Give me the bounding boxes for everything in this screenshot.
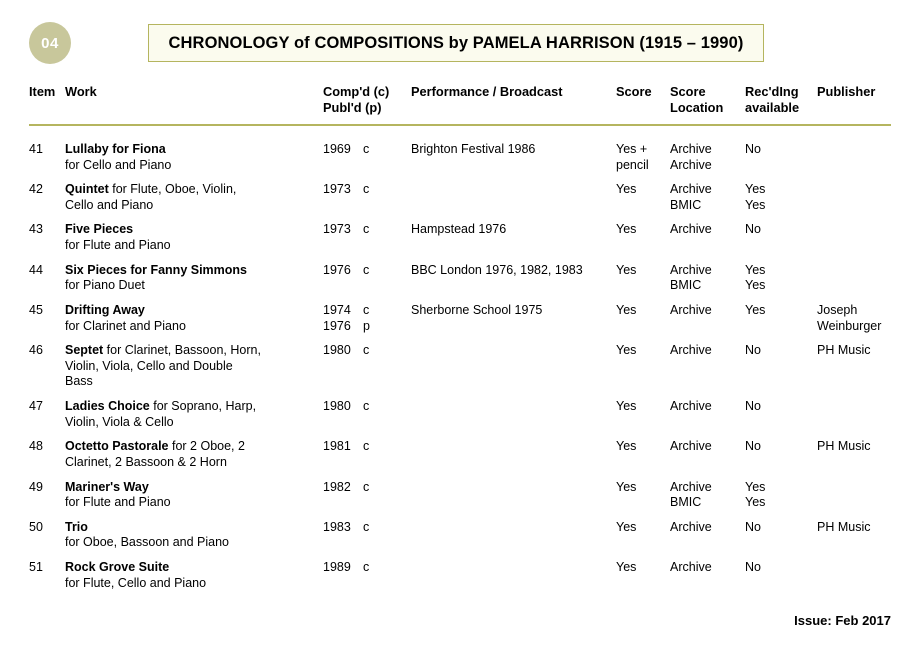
work-subtitle: for Flute, Cello and Piano [65, 575, 207, 590]
composed-flag: c [363, 343, 370, 358]
cell-work [65, 430, 323, 470]
publisher-line: Joseph [817, 302, 858, 317]
document-title-box [148, 24, 764, 62]
cell-publisher [817, 390, 891, 430]
cell-score [616, 334, 670, 390]
cell-work [65, 471, 323, 511]
score-line: Yes [616, 343, 637, 358]
column-header-recording [745, 84, 817, 125]
page-title: CHRONOLOGY of COMPOSITIONS by PAMELA HARRISON (1915 – 1990) [168, 33, 744, 52]
cell-performance [411, 334, 616, 390]
score-line: pencil [616, 157, 649, 172]
work-subtitle: for Flute and Piano [65, 238, 171, 253]
cell-publisher [817, 471, 891, 511]
score-location-line: BMIC [670, 495, 702, 510]
cell-score [616, 430, 670, 470]
composed-flag: c [363, 519, 370, 534]
score-location-line: Archive [670, 222, 712, 237]
column-header-recording-line2: available [745, 99, 800, 115]
cell-item: 42 [29, 182, 43, 197]
cell-performance [411, 430, 616, 470]
work-subtitle: Violin, Viola, Cello and Double [65, 358, 233, 373]
cell-composed [323, 471, 411, 511]
cell-composed [323, 390, 411, 430]
score-line: Yes [616, 439, 637, 454]
recording-line: Yes [745, 479, 766, 494]
work-title: Six Pieces for Fanny Simmons [65, 262, 248, 277]
cell-item: 45 [29, 302, 43, 317]
composed-line [323, 182, 411, 198]
score-location-line: Archive [670, 399, 712, 414]
score-location-line: Archive [670, 302, 712, 317]
score-location-line: BMIC [670, 197, 702, 212]
work-title: Septet [65, 343, 104, 358]
cell-score [616, 173, 670, 213]
composed-line [323, 439, 411, 455]
work-title-line [65, 182, 323, 198]
work-title-rest: for 2 Oboe, 2 [168, 439, 245, 454]
cell-score-location [670, 471, 745, 511]
cell-recording [745, 334, 817, 390]
work-title-line [65, 439, 323, 455]
score-line: Yes + [616, 141, 648, 156]
score-location-line: Archive [670, 439, 712, 454]
cell-performance [411, 471, 616, 511]
work-title-rest: for Clarinet, Bassoon, Horn, [103, 343, 261, 358]
column-header-score-location [670, 84, 745, 125]
score-line: Yes [616, 399, 637, 414]
work-title-line [65, 142, 323, 158]
table-row [29, 511, 891, 551]
work-title: Lullaby for Fiona [65, 141, 166, 156]
cell-publisher [817, 430, 891, 470]
cell-work [65, 390, 323, 430]
cell-score-location [670, 213, 745, 253]
table-row [29, 294, 891, 334]
cell-score [616, 213, 670, 253]
cell-composed [323, 334, 411, 390]
composed-line [323, 263, 411, 279]
cell-score-location [670, 254, 745, 294]
score-location-line: Archive [670, 182, 712, 197]
work-subtitle: Violin, Viola & Cello [65, 414, 174, 429]
cell-work [65, 294, 323, 334]
cell-score [616, 511, 670, 551]
cell-score-location [670, 294, 745, 334]
cell-work [65, 213, 323, 253]
cell-work [65, 125, 323, 173]
cell-work [65, 254, 323, 294]
composed-line [323, 343, 411, 359]
cell-score [616, 390, 670, 430]
composed-flag: c [363, 399, 370, 414]
work-title-line [65, 520, 323, 536]
cell-recording [745, 551, 817, 591]
score-line: Yes [616, 560, 637, 575]
composed-year: 1980 [323, 399, 351, 414]
composed-year: 1981 [323, 439, 351, 454]
column-header-composed [323, 84, 411, 125]
score-location-line: Archive [670, 519, 712, 534]
cell-score-location [670, 511, 745, 551]
cell-recording [745, 430, 817, 470]
cell-recording [745, 390, 817, 430]
composed-flag: c [363, 560, 370, 575]
column-header-performance: Performance / Broadcast [411, 84, 616, 125]
cell-composed [323, 254, 411, 294]
cell-item: 47 [29, 399, 43, 414]
recording-line: No [745, 222, 761, 237]
composed-flag: p [363, 318, 370, 333]
recording-line: No [745, 439, 761, 454]
score-location-line: Archive [670, 141, 712, 156]
cell-score-location [670, 551, 745, 591]
cell-performance [411, 390, 616, 430]
cell-publisher [817, 213, 891, 253]
issue-date: Issue: Feb 2017 [794, 613, 891, 628]
cell-publisher [817, 173, 891, 213]
cell-composed [323, 430, 411, 470]
work-subtitle: for Piano Duet [65, 278, 145, 293]
composed-year: 1976 [323, 262, 351, 277]
recording-line: No [745, 519, 761, 534]
composed-line [323, 560, 411, 576]
work-subtitle: for Oboe, Bassoon and Piano [65, 535, 230, 550]
table-body [29, 125, 891, 591]
cell-publisher [817, 254, 891, 294]
work-title-line [65, 222, 323, 238]
cell-item: 43 [29, 222, 43, 237]
work-subtitle: for Cello and Piano [65, 157, 172, 172]
publisher-line: PH Music [817, 439, 871, 454]
score-line: Yes [616, 302, 637, 317]
page-number-badge: 04 [29, 22, 71, 64]
work-title: Trio [65, 519, 88, 534]
cell-work [65, 551, 323, 591]
cell-publisher [817, 294, 891, 334]
composed-year: 1973 [323, 222, 351, 237]
cell-publisher [817, 551, 891, 591]
cell-publisher [817, 511, 891, 551]
cell-score-location [670, 125, 745, 173]
cell-performance [411, 511, 616, 551]
table-row [29, 254, 891, 294]
score-line: Yes [616, 519, 637, 534]
work-title-rest: for Soprano, Harp, [149, 399, 257, 414]
work-title: Rock Grove Suite [65, 560, 170, 575]
table-row [29, 125, 891, 173]
cell-score [616, 294, 670, 334]
table-row [29, 334, 891, 390]
cell-composed [323, 294, 411, 334]
composed-line [323, 399, 411, 415]
composed-year: 1969 [323, 141, 351, 156]
composed-flag: c [363, 222, 370, 237]
work-title-line [65, 399, 323, 415]
cell-recording [745, 173, 817, 213]
cell-recording [745, 471, 817, 511]
publisher-line: PH Music [817, 343, 871, 358]
work-subtitle: Cello and Piano [65, 197, 154, 212]
cell-performance: Brighton Festival 1986 [411, 141, 536, 156]
cell-score-location [670, 390, 745, 430]
cell-score-location [670, 430, 745, 470]
table-row [29, 430, 891, 470]
work-title: Quintet [65, 182, 109, 197]
cell-performance: Hampstead 1976 [411, 222, 507, 237]
work-title: Five Pieces [65, 222, 134, 237]
recording-line: Yes [745, 197, 766, 212]
work-title-line [65, 303, 323, 319]
work-title-line [65, 560, 323, 576]
score-location-line: Archive [670, 479, 712, 494]
work-title-line [65, 263, 323, 279]
recording-line: Yes [745, 302, 766, 317]
composed-year: 1976 [323, 318, 351, 333]
table-row [29, 390, 891, 430]
composed-line [323, 222, 411, 238]
column-header-composed-line1: Comp'd (c) [323, 84, 390, 99]
cell-score-location [670, 334, 745, 390]
column-header-publisher: Publisher [817, 84, 891, 125]
score-location-line: Archive [670, 157, 712, 172]
composed-flag: c [363, 182, 370, 197]
cell-recording [745, 213, 817, 253]
cell-item: 51 [29, 560, 43, 575]
cell-work [65, 173, 323, 213]
work-subtitle: Clarinet, 2 Bassoon & 2 Horn [65, 454, 227, 469]
table-row [29, 471, 891, 511]
composed-flag: c [363, 141, 370, 156]
column-header-item: Item [29, 84, 65, 125]
score-location-line: Archive [670, 343, 712, 358]
work-title: Drifting Away [65, 302, 145, 317]
composed-line [323, 142, 411, 158]
table-header [29, 84, 891, 125]
cell-publisher [817, 125, 891, 173]
cell-work [65, 511, 323, 551]
work-subtitle: for Flute and Piano [65, 495, 171, 510]
cell-composed [323, 125, 411, 173]
cell-score-location [670, 173, 745, 213]
cell-score [616, 125, 670, 173]
cell-composed [323, 173, 411, 213]
cell-recording [745, 254, 817, 294]
table-row [29, 173, 891, 213]
composed-line [323, 520, 411, 536]
table-row [29, 213, 891, 253]
work-title-line [65, 343, 323, 359]
chronology-table [29, 84, 891, 591]
work-title: Mariner's Way [65, 479, 149, 494]
cell-item: 46 [29, 343, 43, 358]
work-subtitle: for Clarinet and Piano [65, 318, 186, 333]
cell-item: 50 [29, 519, 43, 534]
composed-year: 1989 [323, 560, 351, 575]
cell-publisher [817, 334, 891, 390]
cell-item: 44 [29, 262, 43, 277]
recording-line: No [745, 560, 761, 575]
table-row [29, 551, 891, 591]
composed-year: 1983 [323, 519, 351, 534]
recording-line: No [745, 399, 761, 414]
publisher-line: Weinburger [817, 318, 882, 333]
score-location-line: Archive [670, 560, 712, 575]
cell-item: 48 [29, 439, 43, 454]
recording-line: No [745, 141, 761, 156]
work-subtitle: Bass [65, 374, 93, 389]
work-title: Ladies Choice [65, 399, 150, 414]
recording-line: Yes [745, 278, 766, 293]
composed-year: 1980 [323, 343, 351, 358]
composed-flag: c [363, 302, 370, 317]
work-title-line [65, 480, 323, 496]
score-location-line: Archive [670, 262, 712, 277]
column-header-location-line1: Score [670, 84, 706, 99]
cell-work [65, 334, 323, 390]
column-header-location-line2: Location [670, 99, 724, 115]
cell-performance: BBC London 1976, 1982, 1983 [411, 262, 583, 277]
score-line: Yes [616, 479, 637, 494]
recording-line: Yes [745, 495, 766, 510]
composed-year: 1974 [323, 302, 351, 317]
composed-line [323, 303, 411, 319]
cell-composed [323, 551, 411, 591]
cell-score [616, 551, 670, 591]
score-line: Yes [616, 182, 637, 197]
recording-line: No [745, 343, 761, 358]
publisher-line: PH Music [817, 519, 871, 534]
cell-recording [745, 125, 817, 173]
cell-score [616, 471, 670, 511]
composed-flag: c [363, 439, 370, 454]
chronology-table-wrap [29, 84, 891, 591]
column-header-recording-line1: Rec'dIng [745, 84, 799, 99]
composed-year: 1973 [323, 182, 351, 197]
composed-flag: c [363, 262, 370, 277]
cell-performance [411, 173, 616, 213]
column-header-score: Score [616, 84, 670, 125]
score-line: Yes [616, 222, 637, 237]
composed-year: 1982 [323, 479, 351, 494]
cell-performance: Sherborne School 1975 [411, 302, 543, 317]
work-title-rest: for Flute, Oboe, Violin, [108, 182, 237, 197]
cell-score [616, 254, 670, 294]
cell-performance [411, 551, 616, 591]
cell-composed [323, 511, 411, 551]
recording-line: Yes [745, 262, 766, 277]
cell-composed [323, 213, 411, 253]
composed-flag: c [363, 479, 370, 494]
recording-line: Yes [745, 182, 766, 197]
column-header-work: Work [65, 84, 323, 125]
work-title: Octetto Pastorale [65, 439, 169, 454]
composed-line [323, 480, 411, 496]
cell-recording [745, 511, 817, 551]
column-header-composed-line2: Publ'd (p) [323, 99, 382, 115]
cell-recording [745, 294, 817, 334]
cell-item: 49 [29, 479, 43, 494]
score-location-line: BMIC [670, 278, 702, 293]
cell-item: 41 [29, 141, 43, 156]
score-line: Yes [616, 262, 637, 277]
composed-line [323, 319, 411, 335]
